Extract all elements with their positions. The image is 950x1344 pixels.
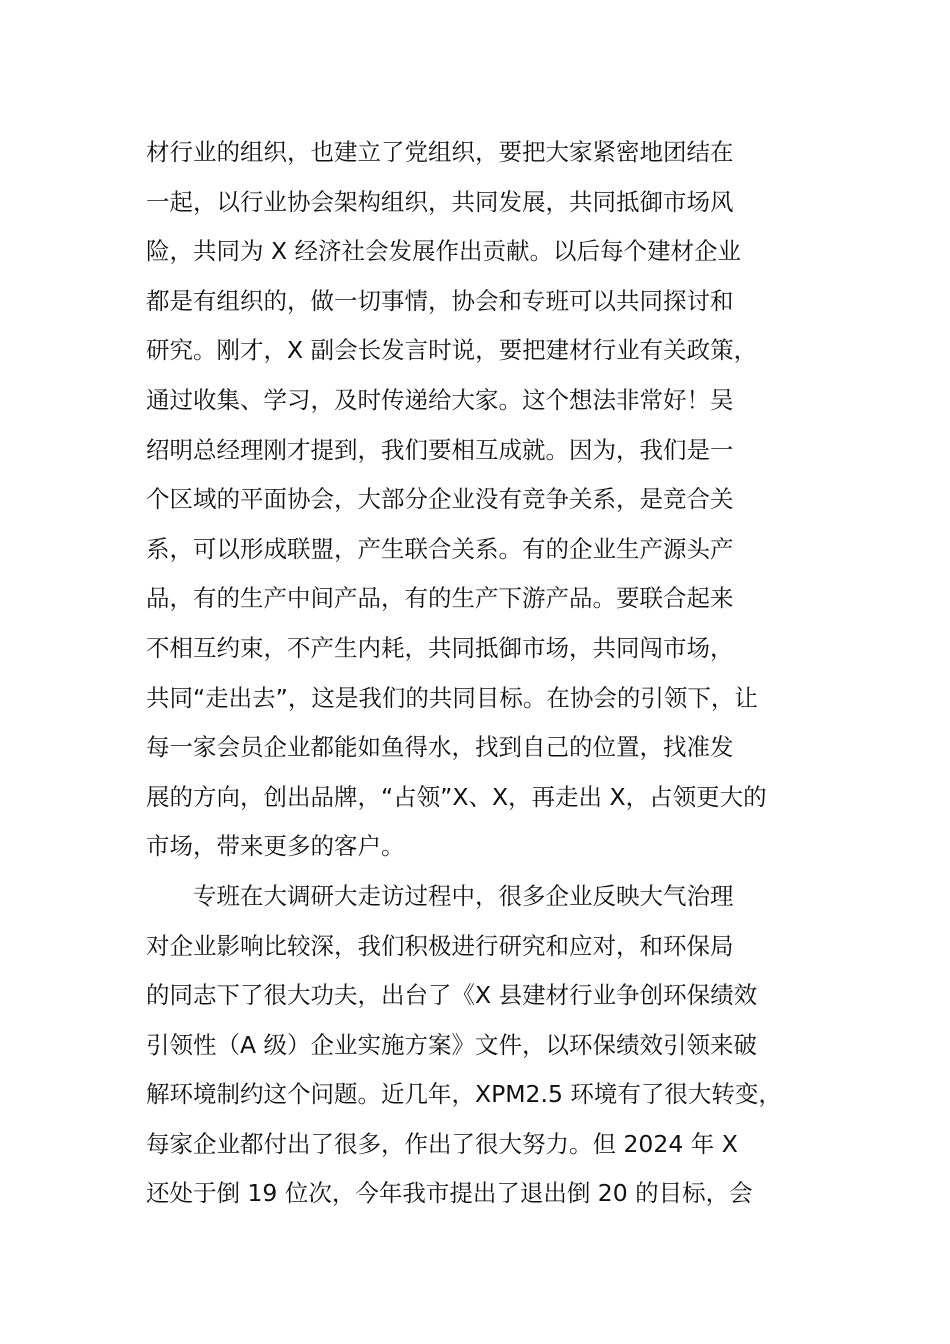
text-line: 不相互约束，不产生内耗，共同抵御市场，共同闯市场， <box>146 633 734 662</box>
paragraph-2 <box>146 872 826 1219</box>
text-line: 险，共同为 X 经济社会发展作出贡献。以后每个建材企业 <box>146 237 742 266</box>
text-line: 品，有的生产中间产品，有的生产下游产品。要联合起来 <box>146 584 734 613</box>
text-line: 通过收集、学习，及时传递给大家。这个想法非常好！吴 <box>146 385 734 414</box>
text-line: 研究。刚才，X 副会长发言时说，要把建材行业有关政策， <box>146 336 758 365</box>
text-line: 对企业影响比较深，我们积极进行研究和应对，和环保局 <box>146 931 734 960</box>
text-line: 系，可以形成联盟，产生联合关系。有的企业生产源头产 <box>146 534 734 563</box>
text-line: 专班在大调研大走访过程中，很多企业反映大气治理 <box>193 881 734 910</box>
text-line: 每家企业都付出了很多，作出了很大努力。但 2024 年 X <box>146 1129 738 1158</box>
document-body <box>146 128 826 1219</box>
text-line: 解环境制约这个问题。近几年，XPM2.5 环境有了很大转变， <box>146 1080 782 1109</box>
text-line: 的同志下了很大功夫，出台了《X 县建材行业争创环保绩效 <box>146 981 758 1010</box>
text-line: 引领性（A 级）企业实施方案》文件，以环保绩效引领来破 <box>146 1030 758 1059</box>
text-line: 材行业的组织，也建立了党组织，要把大家紧密地团结在 <box>146 138 734 166</box>
text-line: 展的方向，创出品牌，“占领”X、X，再走出 X，占领更大的 <box>146 782 767 811</box>
text-line: 市场，带来更多的客户。 <box>146 832 405 861</box>
text-line: 绍明总经理刚才提到，我们要相互成就。因为，我们是一 <box>146 435 734 464</box>
text-line: 每一家会员企业都能如鱼得水，找到自己的位置，找准发 <box>146 733 734 762</box>
text-line: 还处于倒 19 位次，今年我市提出了退出倒 20 的目标，会 <box>146 1179 753 1208</box>
text-line: 个区域的平面协会，大部分企业没有竞争关系，是竞合关 <box>146 485 734 514</box>
text-line: 共同“走出去”，这是我们的共同目标。在协会的引领下，让 <box>146 683 758 712</box>
paragraph-1 <box>146 128 826 872</box>
text-line: 都是有组织的，做一切事情，协会和专班可以共同探讨和 <box>146 286 734 315</box>
text-line: 一起，以行业协会架构组织，共同发展，共同抵御市场风 <box>146 187 734 216</box>
